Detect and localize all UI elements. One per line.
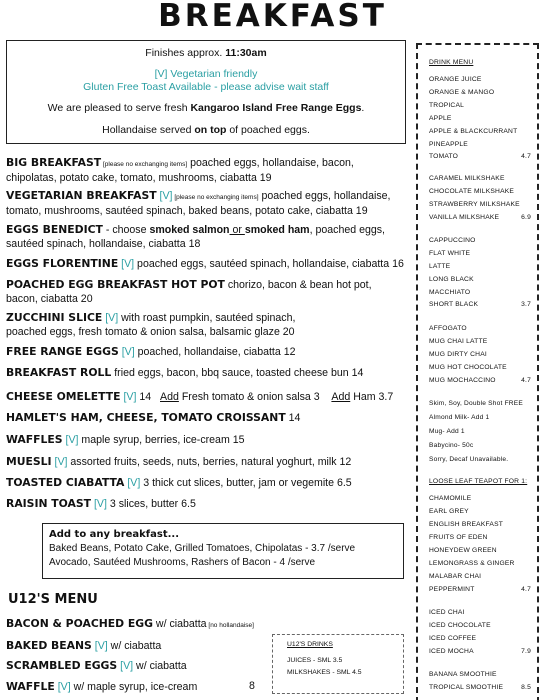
u12-item-waffle	[6, 680, 276, 695]
item-desc: poached eggs, hollandaise, bacon,	[187, 157, 354, 169]
drink-item: MACCHIATO	[429, 289, 471, 296]
item-name: MUESLI	[6, 455, 52, 468]
option-salmon: smoked salmon	[149, 224, 230, 236]
smoothie-item: BANANA SMOOTHIE	[429, 671, 497, 678]
drink-note: Skim, Soy, Double Shot FREE	[429, 400, 523, 407]
veg-badge: [V]	[91, 498, 107, 510]
eggs-brand: Kangaroo Island Free Range Eggs	[190, 102, 362, 114]
drink-price: 4.7	[521, 586, 531, 593]
item-desc: assorted fruits, seeds, nuts, berries, natural yoghurt, milk 12	[67, 456, 352, 468]
item-name: EGGS FLORENTINE	[6, 257, 119, 270]
drink-price: 4.7	[521, 377, 531, 384]
option-ham: smoked ham	[244, 224, 310, 236]
finishes-time: 11:30am	[225, 47, 267, 59]
item-name: WAFFLES	[6, 433, 63, 446]
item-note: [please no exchanging items]	[101, 161, 188, 168]
veg-badge: [V]	[118, 258, 135, 270]
item-free-range-eggs	[6, 345, 410, 360]
finishes-label: Finishes approx.	[145, 47, 226, 59]
drink-item: CHOCOLATE MILKSHAKE	[429, 188, 515, 195]
item-name: ZUCCHINI SLICE	[6, 311, 103, 324]
item-desc: poached eggs, sautéed spinach, hollandaise, ciabatta 16	[134, 258, 404, 270]
item-name: WAFFLE	[6, 680, 55, 693]
tea-item: FRUITS OF EDEN	[429, 534, 488, 541]
u12-drinks-box	[272, 634, 404, 694]
item-cheese-omelette	[6, 390, 410, 405]
item-name: HAMLET'S HAM, CHEESE, TOMATO CROISSANT	[6, 411, 286, 424]
item-price: 14	[285, 412, 301, 424]
item-desc: fried eggs, bacon, bbq sauce, toasted cheese bun 14	[111, 367, 364, 379]
item-zucchini-slice	[6, 311, 410, 339]
item-price: 14	[136, 391, 152, 403]
veg-badge: [V]	[62, 434, 79, 446]
smoothie-item	[429, 684, 531, 691]
info-box	[6, 40, 406, 144]
drink-name: TROPICAL SMOOTHIE	[429, 684, 504, 691]
item-desc: poached eggs, fresh tomato & onion salsa, balsamic glaze 20	[6, 325, 295, 338]
veg-badge: [V]	[91, 640, 108, 652]
drink-item: MUG HOT CHOCOLATE	[429, 364, 507, 371]
item-desc: 3 thick cut slices, butter, jam or vegemite 6.5	[140, 477, 352, 489]
add-ons-box	[42, 523, 404, 579]
add-ons-title: Add to any breakfast...	[49, 529, 180, 540]
item-desc: w/ ciabatta	[152, 618, 207, 630]
tea-item: MALABAR CHAI	[429, 573, 482, 580]
item-name: BIG BREAKFAST	[6, 156, 102, 169]
drink-name: MUG MOCHACCINO	[429, 377, 496, 384]
u12-item-bacon-egg	[6, 617, 410, 633]
finishes-line	[7, 47, 405, 59]
item-desc: poached eggs, hollandaise,	[258, 190, 391, 202]
item-desc: tomato, mushrooms, sautéed spinach, baked beans, potato cake, ciabatta 19	[6, 204, 368, 217]
u12-drinks-milkshakes: MILKSHAKES - SML 4.5	[287, 669, 362, 676]
tea-item	[429, 586, 531, 593]
drink-item: PINEAPPLE	[429, 141, 468, 148]
drink-price: 8.5	[521, 684, 531, 691]
add-label: Add	[160, 391, 179, 403]
veg-badge: [V]	[51, 456, 68, 468]
drink-note: Babycino- 50c	[429, 442, 474, 449]
addon-salsa: Fresh tomato & onion salsa 3	[178, 391, 320, 403]
item-vegetarian-breakfast	[6, 189, 410, 218]
eggs-end: .	[361, 102, 365, 114]
drink-price: 7.9	[521, 648, 531, 655]
holl-text: Hollandaise served	[102, 124, 195, 136]
item-desc: w/ maple syrup, ice-cream	[70, 681, 198, 693]
tea-item: ENGLISH BREAKFAST	[429, 521, 504, 528]
item-name: VEGETARIAN BREAKFAST	[6, 189, 157, 202]
eggs-note	[7, 102, 405, 114]
item-desc: with roast pumpkin, sautéed spinach,	[118, 312, 296, 324]
item-desc: bacon, ciabatta 20	[6, 292, 93, 305]
item-desc: maple syrup, berries, ice-cream 15	[78, 434, 245, 446]
item-breakfast-roll	[6, 366, 410, 381]
addon-ham: Ham 3.7	[350, 391, 394, 403]
drink-name: TOMATO	[429, 153, 459, 160]
item-desc: - choose	[102, 224, 150, 236]
u12-drinks-juices: JUICES - SML 3.5	[287, 657, 343, 664]
item-price: 8	[249, 680, 255, 692]
drink-item: FLAT WHITE	[429, 250, 471, 257]
tea-item: HONEYDEW GREEN	[429, 547, 497, 554]
tea-item: CHAMOMILE	[429, 495, 472, 502]
drink-item	[429, 153, 531, 160]
veg-badge: [V]	[124, 477, 141, 489]
drink-item	[429, 214, 531, 221]
item-toasted-ciabatta	[6, 476, 410, 491]
iced-item	[429, 648, 531, 655]
option-or: or	[229, 224, 245, 236]
item-desc: 3 slices, butter 6.5	[106, 498, 196, 510]
drink-item: LATTE	[429, 263, 451, 270]
drink-note: Mug- Add 1	[429, 428, 465, 435]
item-name: BREAKFAST ROLL	[6, 366, 112, 379]
add-label: Add	[331, 391, 351, 403]
drink-item: CARAMEL MILKSHAKE	[429, 175, 505, 182]
iced-item: ICED CHAI	[429, 609, 465, 616]
item-desc: chipolatas, potato cake, tomato, mushrooms, ciabatta 19	[6, 171, 272, 184]
menu-title: BREAKFAST	[158, 0, 387, 34]
item-desc: chorizo, bacon & bean hot pot,	[224, 279, 372, 291]
u12-drinks-heading: U12'S DRINKS	[287, 641, 333, 648]
drink-item: ORANGE & MANGO	[429, 89, 495, 96]
add-ons-line: Baked Beans, Potato Cake, Grilled Tomatoes, Chipolatas - 3.7 /serve	[49, 543, 356, 554]
drink-price: 3.7	[521, 301, 531, 308]
drink-item: ORANGE JUICE	[429, 76, 482, 83]
item-name: BAKED BEANS	[6, 639, 92, 652]
drink-item: AFFOGATO	[429, 325, 467, 332]
veg-badge: [V]	[54, 681, 71, 693]
drink-name: VANILLA MILKSHAKE	[429, 214, 500, 221]
drink-note: Almond Milk- Add 1	[429, 414, 490, 421]
add-ons-line: Avocado, Sautéed Mushrooms, Rashers of Bacon - 4 /serve	[49, 557, 316, 568]
item-note: [please no exchanging items]	[172, 194, 259, 201]
drink-item: CAPPUCCINO	[429, 237, 476, 244]
drink-item: MUG CHAI LATTE	[429, 338, 488, 345]
veg-badge: [V]	[118, 346, 135, 358]
item-name: BACON & POACHED EGG	[6, 617, 153, 630]
veg-badge: [V]	[102, 312, 119, 324]
iced-item: ICED CHOCOLATE	[429, 622, 491, 629]
drink-item: STRAWBERRY MILKSHAKE	[429, 201, 520, 208]
item-raisin-toast	[6, 497, 410, 512]
item-desc: poached, hollandaise, ciabatta 12	[134, 346, 296, 358]
drink-item: TROPICAL	[429, 102, 465, 109]
drink-item: APPLE	[429, 115, 452, 122]
item-waffles	[6, 433, 410, 448]
drink-price: 6.9	[521, 214, 531, 221]
item-name: CHEESE OMELETTE	[6, 390, 121, 403]
item-hamlets-croissant	[6, 411, 410, 426]
veg-note: [V] Vegetarian friendly	[154, 68, 258, 80]
drink-name: ICED MOCHA	[429, 648, 474, 655]
tea-heading: LOOSE LEAF TEAPOT FOR 1:	[429, 478, 528, 485]
item-eggs-florentine	[6, 257, 410, 272]
gluten-note: Gluten Free Toast Available - please advise wait staff	[83, 81, 329, 93]
drink-item: MUG DIRTY CHAI	[429, 351, 487, 358]
drink-menu-panel	[416, 43, 539, 700]
drink-item: LONG BLACK	[429, 276, 474, 283]
item-note: [no hollandaise]	[206, 622, 254, 629]
item-muesli	[6, 455, 410, 470]
item-desc: sautéed spinach, hollandaise, ciabatta 18	[6, 237, 201, 250]
drink-name: PEPPERMINT	[429, 586, 475, 593]
item-eggs-benedict	[6, 223, 410, 251]
item-name: RAISIN TOAST	[6, 497, 92, 510]
drink-price: 4.7	[521, 153, 531, 160]
holl-bold: on top	[194, 124, 227, 136]
drink-item	[429, 301, 531, 308]
drink-item	[429, 377, 531, 384]
holl-end: of poached eggs.	[226, 124, 310, 136]
veg-badge: [V]	[117, 660, 134, 672]
drink-note: Sorry, Decaf Unavailable.	[429, 456, 509, 463]
item-hot-pot	[6, 278, 410, 306]
veg-badge: [V]	[156, 190, 173, 202]
item-name: TOASTED CIABATTA	[6, 476, 125, 489]
drink-item: APPLE & BLACKCURRANT	[429, 128, 518, 135]
eggs-text: We are pleased to serve fresh	[47, 102, 191, 114]
veg-badge: [V]	[120, 391, 137, 403]
tea-item: LEMONGRASS & GINGER	[429, 560, 515, 567]
item-name: EGGS BENEDICT	[6, 223, 103, 236]
item-name: FREE RANGE EGGS	[6, 345, 119, 358]
hollandaise-note	[7, 124, 405, 136]
tea-item: EARL GREY	[429, 508, 469, 515]
item-desc: w/ ciabatta	[107, 640, 162, 652]
drink-menu-heading: DRINK MENU	[429, 59, 474, 66]
u12-heading: U12'S MENU	[8, 592, 98, 607]
item-name: SCRAMBLED EGGS	[6, 659, 118, 672]
item-big-breakfast	[6, 156, 410, 185]
item-desc: w/ ciabatta	[133, 660, 187, 672]
item-desc: , poached eggs,	[309, 224, 386, 236]
item-name: POACHED EGG BREAKFAST HOT POT	[6, 278, 225, 291]
drink-name: SHORT BLACK	[429, 301, 479, 308]
iced-item: ICED COFFEE	[429, 635, 477, 642]
